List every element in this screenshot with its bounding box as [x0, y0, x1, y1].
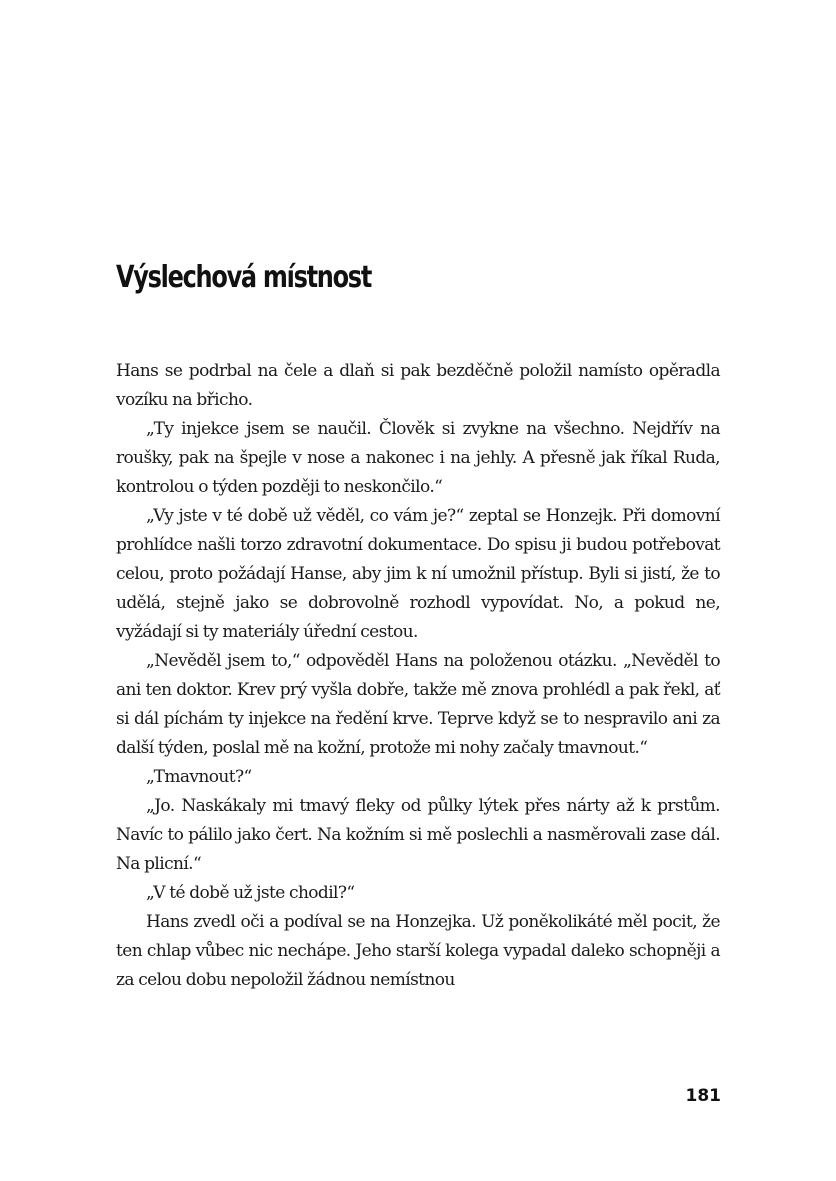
paragraph: „Jo. Naskákaly mi tmavý fleky od půlky lýtek přes nárty až k prstům. Navíc to pálilo jako čert. Na kožním si mě poslechli a nasměrovali zase dál. Na plicní.“	[116, 796, 720, 874]
chapter-title: Výslechová místnost	[116, 260, 372, 295]
body-text	[116, 357, 720, 995]
paragraph: „Vy jste v té době už věděl, co vám je?“ zeptal se Honzejk. Při domovní prohlídce našli torzo zdravotní dokumentace. Do spisu ji budou potřebovat celou, proto požádají Hanse, aby jim k ní umožnil přístup. Byli si jistí, že to udělá, stejně jako se dobrovolně rozhodl vypovídat. No, a pokud ne, vyžádají si ty materiály úřední cestou.	[116, 506, 720, 642]
page-number: 181	[685, 1086, 721, 1106]
paragraph: „Tmavnout?“	[146, 767, 252, 787]
paragraph: „V té době už jste chodil?“	[146, 883, 355, 903]
paragraph: Hans se podrbal na čele a dlaň si pak bezděčně položil namísto opěradla vozíku na břicho.	[116, 361, 720, 410]
paragraph: „Nevěděl jsem to,“ odpověděl Hans na položenou otázku. „Nevěděl to ani ten doktor. Krev prý vyšla dobře, takže mě znova prohlédl a pak řekl, ať si dál píchám ty injekce na ředění krve. Teprve když se to nespravilo ani za další týden, poslal mě na kožní, protože mi nohy začaly tmavnout.“	[116, 651, 720, 758]
paragraph: „Ty injekce jsem se naučil. Člověk si zvykne na všechno. Nejdřív na roušky, pak na špejle v nose a nakonec i na jehly. A přesně jak říkal Ruda, kontrolou o týden později to neskončilo.“	[116, 419, 720, 497]
paragraph: Hans zvedl oči a podíval se na Honzejka. Už poněkolikáté měl pocit, že ten chlap vůbec nic nechápe. Jeho starší kolega vypadal daleko schopněji a za celou dobu nepoložil žádnou nemístnou	[116, 912, 720, 990]
